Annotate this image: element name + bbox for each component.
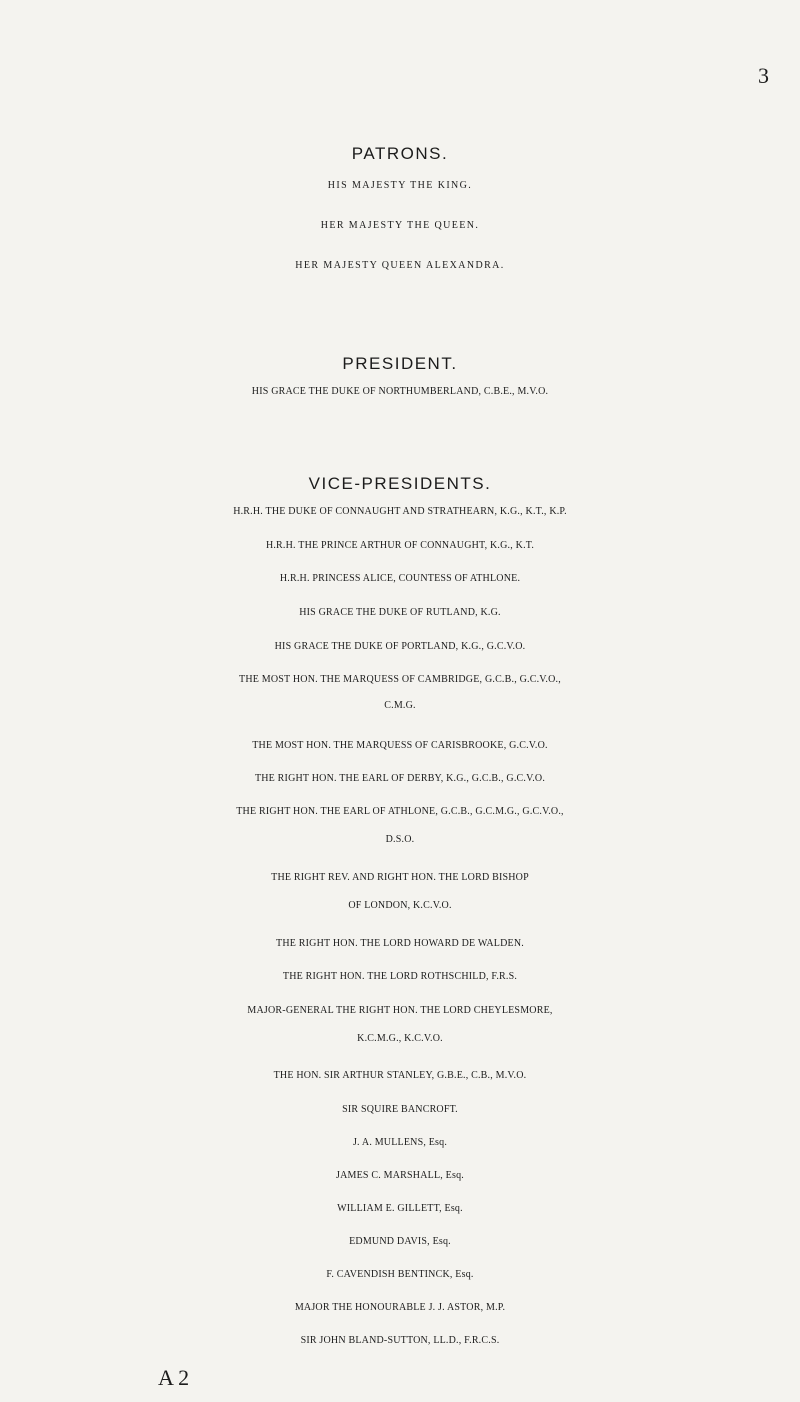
vice-president-line: F. CAVENDISH BENTINCK, Esq. — [326, 1269, 474, 1280]
patrons-heading: PATRONS. — [351, 144, 449, 163]
patron-line: HIS MAJESTY THE KING. — [327, 180, 473, 191]
president-line: HIS GRACE THE DUKE OF NORTHUMBERLAND, C.B.E., M.V.O. — [251, 386, 549, 397]
vice-president-line: OF LONDON, K.C.V.O. — [348, 900, 452, 911]
patron-line: HER MAJESTY QUEEN ALEXANDRA. — [295, 260, 505, 271]
president-heading: PRESIDENT. — [342, 354, 458, 373]
vice-president-line: MAJOR THE HONOURABLE J. J. ASTOR, M.P. — [294, 1302, 506, 1313]
vice-president-line: H.R.H. THE DUKE OF CONNAUGHT AND STRATHEARN, K.G., K.T., K.P. — [233, 506, 567, 517]
vice-president-line: WILLIAM E. GILLETT, Esq. — [337, 1203, 463, 1214]
vice-presidents-heading: VICE-PRESIDENTS. — [308, 474, 492, 493]
vice-president-line: THE MOST HON. THE MARQUESS OF CAMBRIDGE, G.C.B., G.C.V.O., — [239, 674, 561, 685]
vice-president-line: H.R.H. THE PRINCE ARTHUR OF CONNAUGHT, K.G., K.T. — [265, 540, 535, 551]
vice-president-line: EDMUND DAVIS, Esq. — [349, 1236, 451, 1247]
vice-president-line: THE MOST HON. THE MARQUESS OF CARISBROOKE, G.C.V.O. — [252, 740, 548, 751]
vice-president-line: HIS GRACE THE DUKE OF RUTLAND, K.G. — [299, 607, 501, 618]
page-number: 3 — [758, 63, 769, 88]
vice-president-line: J. A. MULLENS, Esq. — [352, 1137, 448, 1148]
vice-president-line: HIS GRACE THE DUKE OF PORTLAND, K.G., G.C.V.O. — [274, 641, 526, 652]
vice-president-line: SIR JOHN BLAND-SUTTON, LL.D., F.R.C.S. — [300, 1335, 500, 1346]
vice-president-line: H.R.H. PRINCESS ALICE, COUNTESS OF ATHLONE. — [279, 573, 521, 584]
vice-president-line: THE RIGHT HON. THE EARL OF ATHLONE, G.C.B., G.C.M.G., G.C.V.O., — [236, 806, 564, 817]
vice-president-line: SIR SQUIRE BANCROFT. — [342, 1104, 458, 1115]
vice-president-line: THE RIGHT HON. THE EARL OF DERBY, K.G., G.C.B., G.C.V.O. — [254, 773, 546, 784]
vice-president-line: MAJOR-GENERAL THE RIGHT HON. THE LORD CHEYLESMORE, — [247, 1005, 553, 1016]
vice-president-line: C.M.G. — [384, 700, 416, 711]
vice-president-line: K.C.M.G., K.C.V.O. — [357, 1033, 443, 1044]
vice-president-line: THE HON. SIR ARTHUR STANLEY, G.B.E., C.B., M.V.O. — [273, 1070, 527, 1081]
vice-president-line: THE RIGHT REV. AND RIGHT HON. THE LORD BISHOP — [271, 872, 529, 883]
vice-president-line: D.S.O. — [385, 834, 415, 845]
vice-president-line: THE RIGHT HON. THE LORD ROTHSCHILD, F.R.S. — [282, 971, 518, 982]
patron-line: HER MAJESTY THE QUEEN. — [320, 220, 480, 231]
vice-president-line: THE RIGHT HON. THE LORD HOWARD DE WALDEN. — [276, 938, 524, 949]
vice-president-line: JAMES C. MARSHALL, Esq. — [336, 1170, 464, 1181]
signature-mark: A 2 — [158, 1365, 190, 1390]
